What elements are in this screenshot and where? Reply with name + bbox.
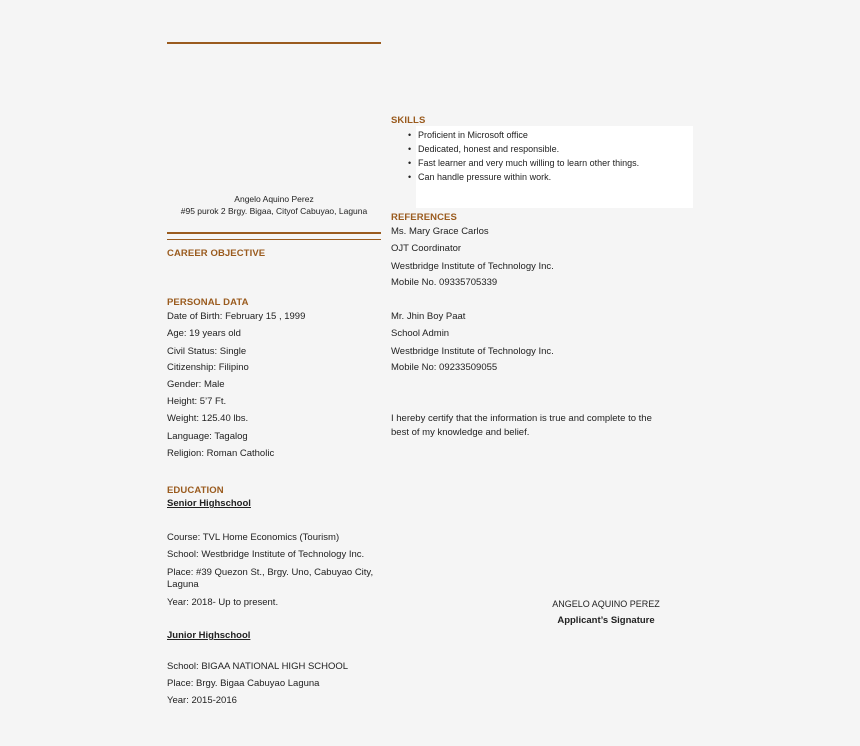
skill-item: • Fast learner and very much willing to learn other things. <box>408 158 640 168</box>
senior-year: Year: 2018- Up to present. <box>167 597 279 608</box>
skill-item: • Proficient in Microsoft office <box>408 130 528 140</box>
personal-citizenship: Citizenship: Filipino <box>167 362 249 373</box>
skill-item: • Dedicated, honest and responsible. <box>408 144 560 154</box>
bullet-icon: • <box>408 172 412 182</box>
senior-place: Place: #39 Quezon St., Brgy. Uno, Cabuyao City, <box>167 567 374 578</box>
ref1-name: Ms. Mary Grace Carlos <box>391 226 489 237</box>
ref1-position: OJT Coordinator <box>391 243 462 254</box>
senior-school: School: Westbridge Institute of Technology Inc. <box>167 549 365 560</box>
bullet-icon: • <box>408 144 412 154</box>
bullet-icon: • <box>408 130 412 140</box>
signature-label: Applicant’s Signature <box>557 615 655 626</box>
senior-highschool-heading: Senior Highschool <box>167 498 251 509</box>
personal-dob: Date of Birth: February 15 , 1999 <box>167 311 306 322</box>
personal-religion: Religion: Roman Catholic <box>167 448 275 459</box>
certification-line: I hereby certify that the information is true and complete to the <box>391 413 652 424</box>
applicant-name: Angelo Aquino Perez <box>234 194 314 204</box>
ref1-org: Westbridge Institute of Technology Inc. <box>391 261 554 272</box>
personal-weight: Weight: 125.40 lbs. <box>167 413 249 424</box>
personal-height: Height: 5’7 Ft. <box>167 396 227 407</box>
certification-line: best of my knowledge and belief. <box>391 427 530 438</box>
junior-highschool-heading: Junior Highschool <box>167 630 251 641</box>
skill-item: • Can handle pressure within work. <box>408 172 552 182</box>
personal-language: Language: Tagalog <box>167 431 248 442</box>
personal-age: Age: 19 years old <box>167 328 241 339</box>
personal-gender: Gender: Male <box>167 379 225 390</box>
junior-place: Place: Brgy. Bigaa Cabuyao Laguna <box>167 678 320 689</box>
applicant-address: #95 purok 2 Brgy. Bigaa, Cityof Cabuyao, Laguna <box>180 206 368 216</box>
signature-name: ANGELO AQUINO PEREZ <box>552 599 660 609</box>
ref2-org: Westbridge Institute of Technology Inc. <box>391 346 554 357</box>
junior-year: Year: 2015-2016 <box>167 695 237 706</box>
junior-school: School: BIGAA NATIONAL HIGH SCHOOL <box>167 661 349 672</box>
education-heading: EDUCATION <box>167 485 224 496</box>
header-divider-thin <box>167 239 381 240</box>
senior-place-cont: Laguna <box>167 579 199 590</box>
bullet-icon: • <box>408 158 412 168</box>
header-divider-thick <box>167 232 381 234</box>
ref2-mobile: Mobile No: 09233509055 <box>391 362 498 373</box>
top-divider <box>167 42 381 44</box>
personal-civil-status: Civil Status: Single <box>167 346 247 357</box>
ref1-mobile: Mobile No. 09335705339 <box>391 277 498 288</box>
skills-heading: SKILLS <box>391 115 426 126</box>
ref2-position: School Admin <box>391 328 450 339</box>
career-objective-heading: CAREER OBJECTIVE <box>167 248 266 259</box>
personal-data-heading: PERSONAL DATA <box>167 297 249 308</box>
references-heading: REFERENCES <box>391 212 457 223</box>
senior-course: Course: TVL Home Economics (Tourism) <box>167 532 340 543</box>
ref2-name: Mr. Jhin Boy Paat <box>391 311 466 322</box>
